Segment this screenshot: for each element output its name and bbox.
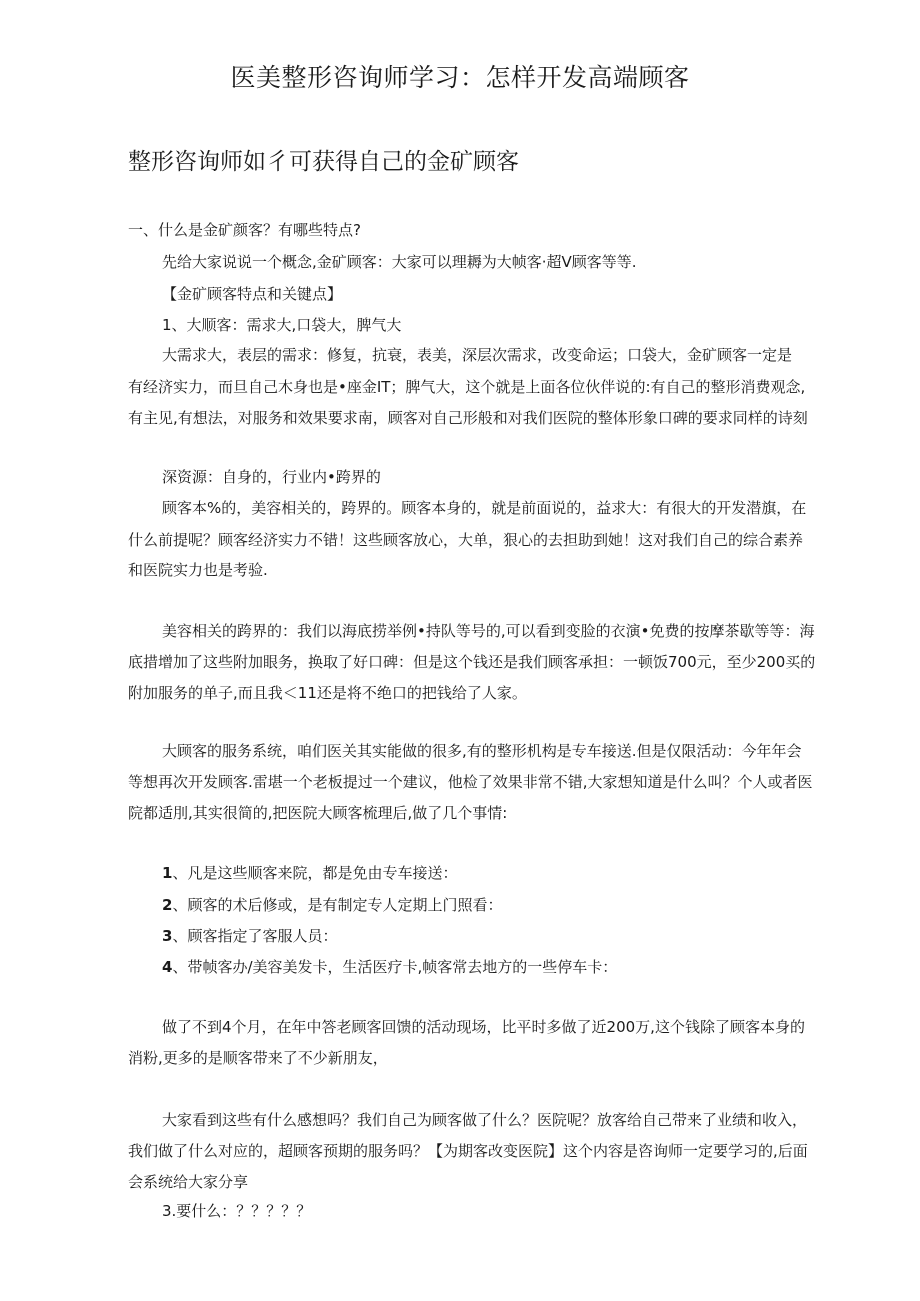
- step-item-4: 4、带帧客办/美容美发卡，生活医疗卡,帧客常去地方的一些停车卡：: [162, 958, 618, 976]
- point1-body-line-3: 有主见,有想法，对服务和效果要求南，顾客对自己形般和对我们医院的整体形象口碑的要求同样的诗刻: [128, 409, 808, 427]
- result-line-2: 消粉,更多的是顺客带来了不少新朋友，: [128, 1049, 388, 1067]
- reflection-line-2: 我们做了什么对应的，超顾客预期的服务吗？【为期客改变医院】这个内容是咨询师一定要学习的,后面: [128, 1142, 808, 1160]
- service-line-1: 大顾客的服务系统，咱们医关其实能做的很多,有的整形机构是专车接送.但是仅限活动：今年年会: [162, 742, 802, 760]
- point1-body-line-2: 有经济实力，而旦自己木身也是•座金IT；脾气大，这个就是上面各位伙伴说的:有自己的整形消费观念,: [128, 378, 806, 396]
- resources-body-line-1: 顾客本%的，美容相关的，跨界的。顾客本身的，就是前面说的，益求大：有很大的开发潜旗，在: [162, 499, 807, 517]
- crossover-line-2: 底措增加了这些附加眼务，换取了好口碑：但是这个钱还是我们顾客承担：一顿饭700元，至少200买的: [128, 653, 816, 671]
- section1-heading: 一、什么是金矿颜客？有哪些特点?: [128, 221, 361, 239]
- reflection-line-3: 会系统给大家分享: [128, 1173, 249, 1191]
- resources-body-line-2: 什么前提呢？顾客经济实力不错！这些顾客放心，大单，狠心的去担助到她！这对我们自己的综合素养: [128, 531, 804, 549]
- step-item-1: 1、凡是这些顺客来院，都是免由专车接送：: [162, 864, 458, 882]
- point1-title: 1、大顺客：需求大,口袋大，脾气大: [162, 316, 402, 334]
- section-subtitle: 整形咨询师如彳可获得自己的金矿顾客: [128, 149, 519, 175]
- point1-body-line-1: 大需求大，表层的需求：修复，抗衰，表美，深层次需求，改变命运；口袋大，金矿顾客一定是: [162, 346, 793, 364]
- service-line-2: 等想再次开发顾客.雷堪一个老板提过一个建议，他检了效果非常不错,大家想知道是什么叫？个人或者医: [128, 773, 813, 791]
- service-line-3: 院都适刖,其实很简的,把医院大顾客梳理后,做了几个事情:: [128, 804, 508, 822]
- reflection-line-1: 大家看到这些有什么感想吗？我们自己为顾客做了什么？医院呢？放客给自己带来了业绩和收入，: [162, 1111, 808, 1129]
- point3-heading: 3.要什么：？？？？？: [162, 1202, 312, 1220]
- section1-intro: 先给大家说说一个概念,金矿顾客：大家可以理耨为大帧客·超V顾客等等.: [162, 253, 637, 271]
- step-item-3: 3、顾客指定了客服人员：: [162, 927, 338, 945]
- result-line-1: 做了不到4个月，在年中答老顾客回馈的活动现场，比平时多做了近200万,这个钱除了顾客本身的: [162, 1018, 805, 1036]
- crossover-line-3: 附加服务的单子,而且我＜11还是将不绝口的把钱给了人家。: [128, 684, 527, 702]
- crossover-line-1: 美容相关的跨界的：我们以海底捞举例•持队等号的,可以看到变脸的衣演•免费的按摩茶歇等等：海: [162, 622, 815, 640]
- step-item-2: 2、顾客的术后修或，是有制定专人定期上门照看：: [162, 896, 503, 914]
- resources-heading: 深资源：自身的，行业内•跨界的: [162, 468, 381, 486]
- document-title: 医美整形咨询师学习：怎样开发高端顾客: [230, 63, 690, 92]
- resources-body-line-3: 和医院实力也是考验.: [128, 561, 268, 579]
- section1-tag: 【金矿顾客特点和关键点】: [162, 285, 343, 303]
